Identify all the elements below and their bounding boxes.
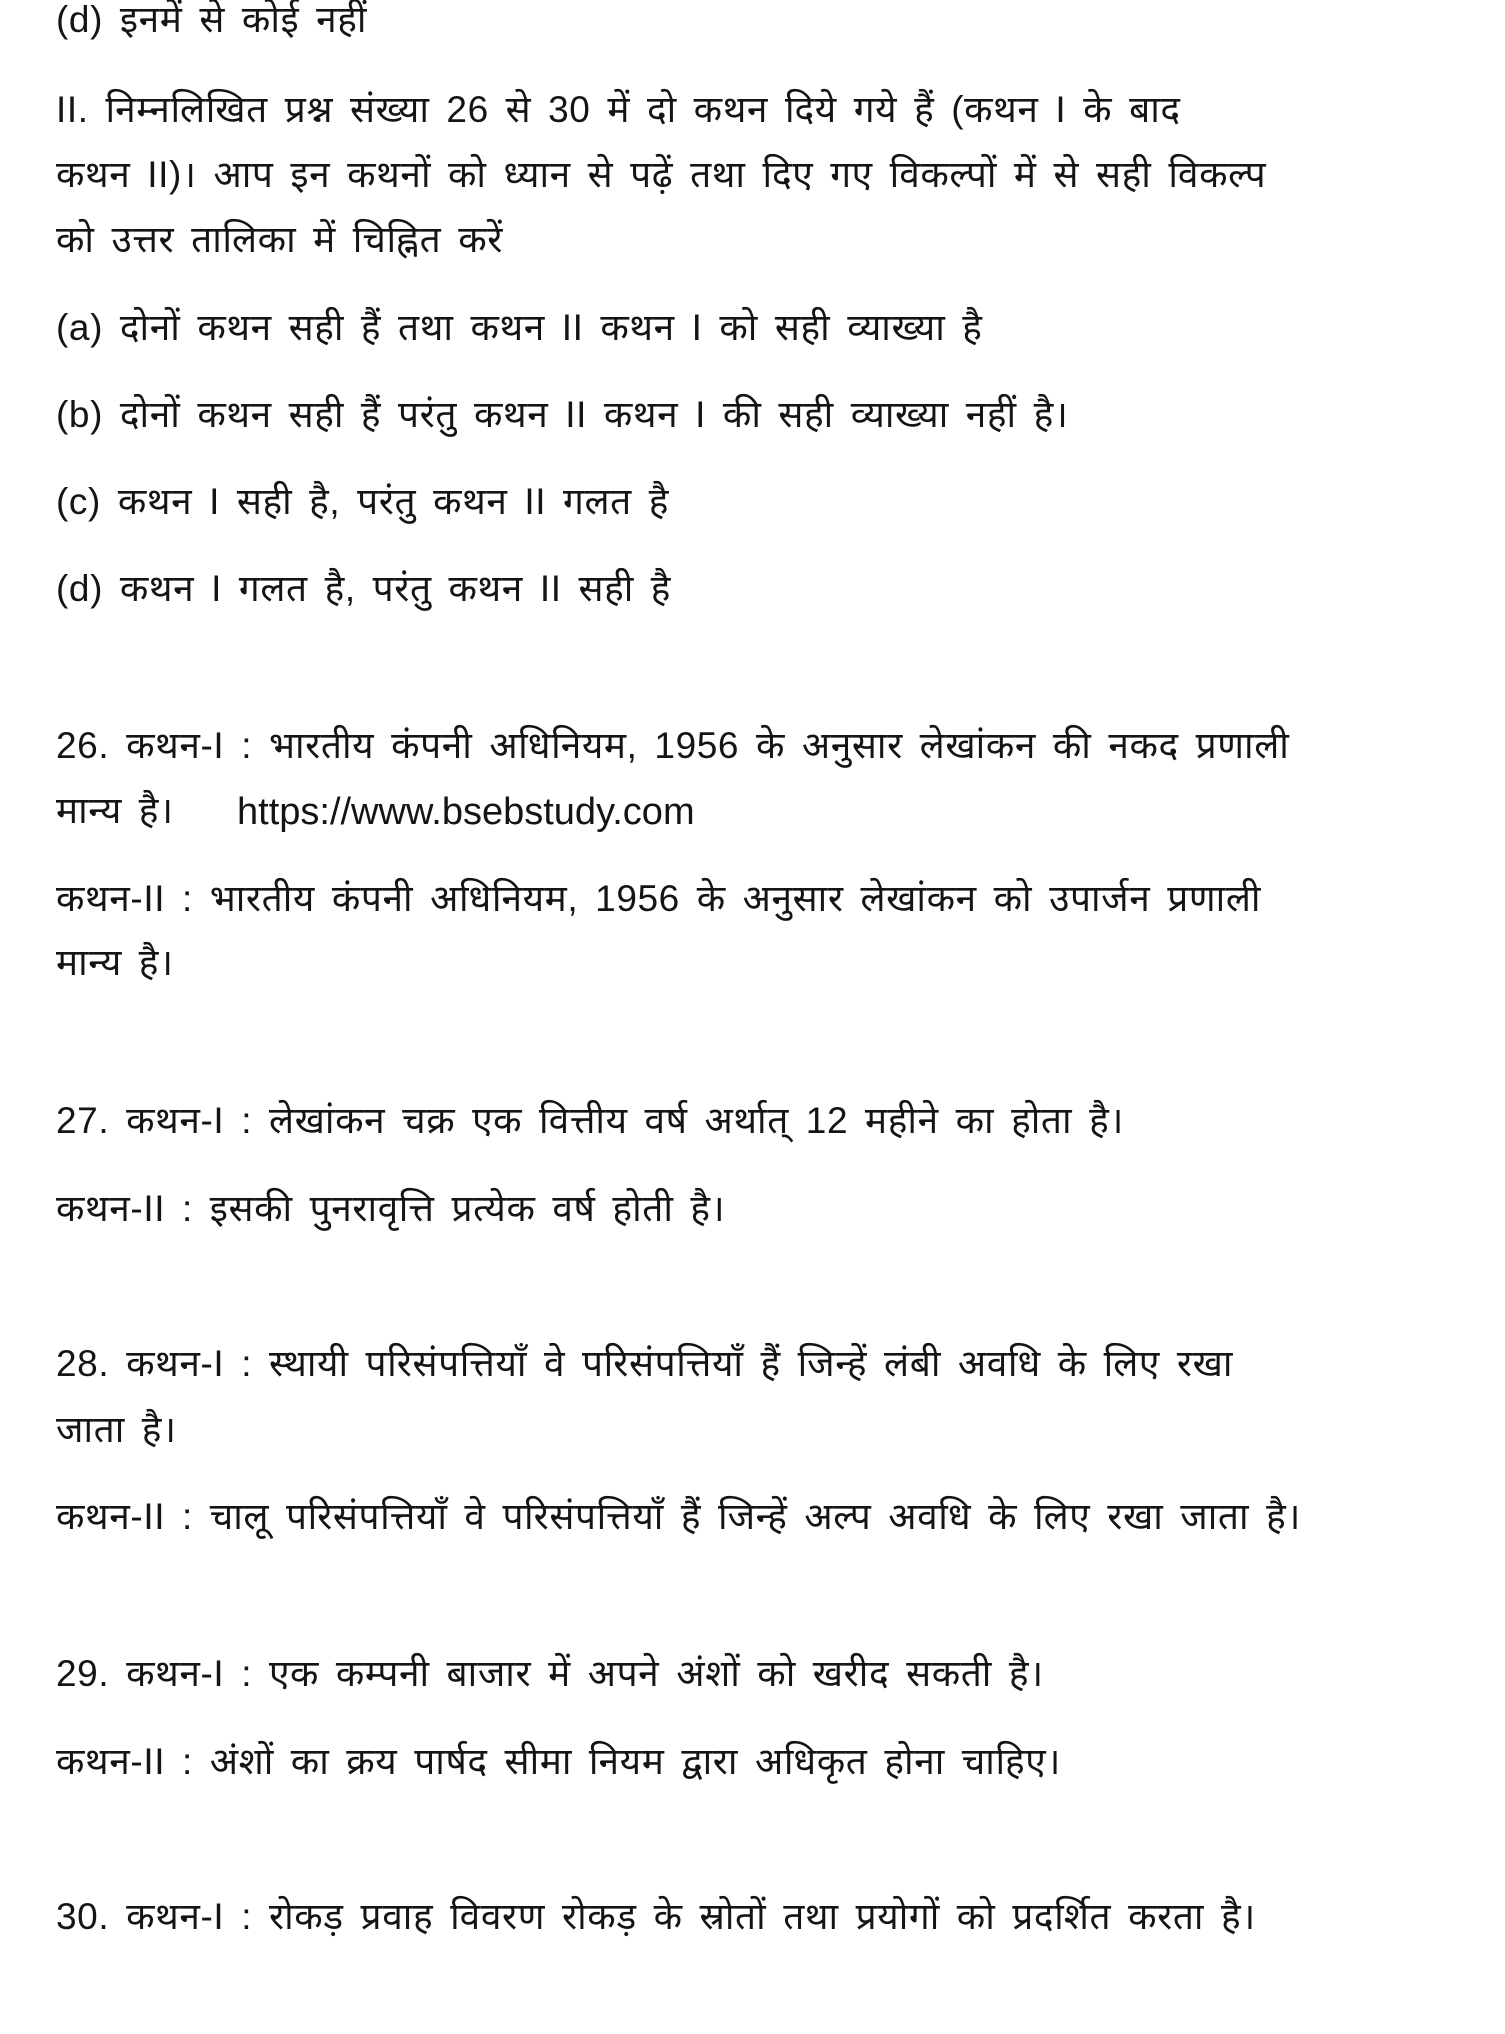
instruction-line: II. निम्नलिखित प्रश्न संख्या 26 से 30 में दो कथन दिये गये हैं (कथन I के बाद bbox=[56, 89, 1181, 130]
answer-option-b: (b) दोनों कथन सही हैं परंतु कथन II कथन I की सही व्याख्या नहीं है। bbox=[56, 394, 1069, 435]
answer-option-d: (d) कथन I गलत है, परंतु कथन II सही है bbox=[56, 568, 672, 609]
question-26-statement-1-continued: मान्य है। bbox=[56, 790, 174, 831]
instruction-line: कथन II)। आप इन कथनों को ध्यान से पढ़ें तथा दिए गए विकल्पों में से सही विकल्प bbox=[56, 154, 1267, 195]
question-26-statement-1: 26. कथन-I : भारतीय कंपनी अधिनियम, 1956 के अनुसार लेखांकन की नकद प्रणाली bbox=[56, 725, 1290, 766]
question-26-statement-2: कथन-II : भारतीय कंपनी अधिनियम, 1956 के अनुसार लेखांकन को उपार्जन प्रणाली bbox=[56, 878, 1262, 919]
answer-option-a: (a) दोनों कथन सही हैं तथा कथन II कथन I को सही व्याख्या है bbox=[56, 307, 983, 348]
question-29-statement-2: कथन-II : अंशों का क्रय पार्षद सीमा नियम द्वारा अधिकृत होना चाहिए। bbox=[56, 1741, 1061, 1782]
previous-question-option-d: (d) इनमें से कोई नहीं bbox=[56, 0, 368, 40]
question-28-statement-1: 28. कथन-I : स्थायी परिसंपत्तियाँ वे परिसंपत्तियाँ हैं जिन्हें लंबी अवधि के लिए रखा bbox=[56, 1343, 1234, 1384]
question-28-statement-2: कथन-II : चालू परिसंपत्तियाँ वे परिसंपत्तियाँ हैं जिन्हें अल्प अवधि के लिए रखा जाता है। bbox=[56, 1496, 1301, 1537]
watermark-url: https://www.bsebstudy.com bbox=[237, 791, 695, 833]
instruction-line: को उत्तर तालिका में चिह्नित करें bbox=[56, 219, 503, 260]
question-30-statement-1: 30. कथन-I : रोकड़ प्रवाह विवरण रोकड़ के स्रोतों तथा प्रयोगों को प्रदर्शित करता है। bbox=[56, 1896, 1256, 1937]
question-28-statement-1-continued: जाता है। bbox=[56, 1409, 177, 1450]
question-27-statement-2: कथन-II : इसकी पुनरावृत्ति प्रत्येक वर्ष होती है। bbox=[56, 1188, 726, 1229]
answer-option-c: (c) कथन I सही है, परंतु कथन II गलत है bbox=[56, 481, 669, 522]
question-29-statement-1: 29. कथन-I : एक कम्पनी बाजार में अपने अंशों को खरीद सकती है। bbox=[56, 1653, 1044, 1694]
question-27-statement-1: 27. कथन-I : लेखांकन चक्र एक वित्तीय वर्ष अर्थात् 12 महीने का होता है। bbox=[56, 1100, 1124, 1141]
question-26-statement-2-continued: मान्य है। bbox=[56, 942, 174, 983]
